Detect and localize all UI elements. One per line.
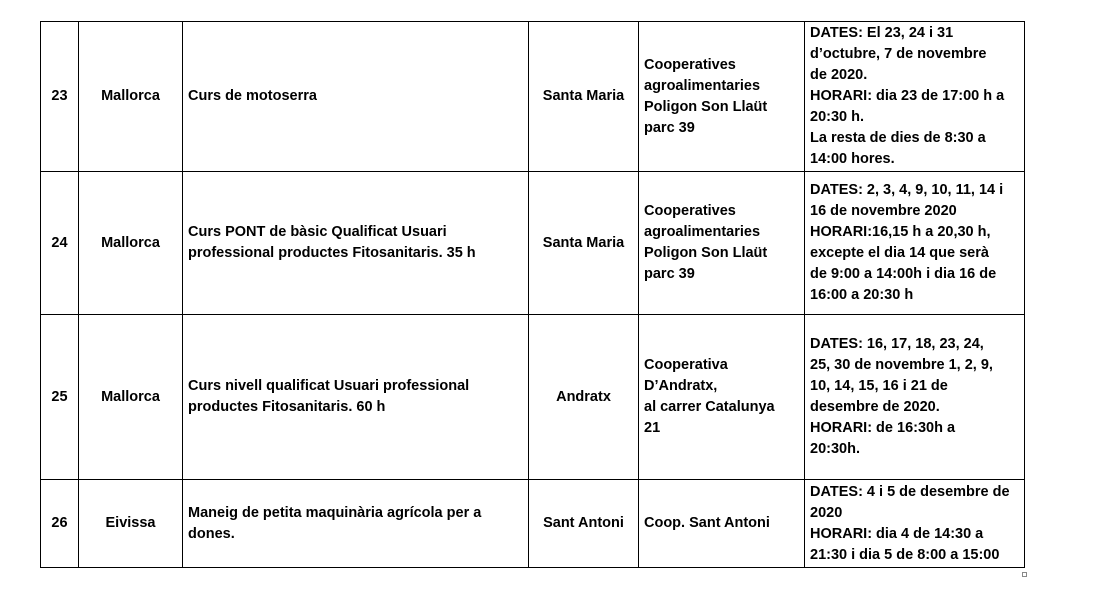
courses-table <box>40 21 1025 568</box>
course-title: Curs de motoserra <box>183 22 529 172</box>
course-title: Maneig de petita maquinària agrícola per a dones. <box>183 480 529 568</box>
course-title: Curs nivell qualificat Usuari professional productes Fitosanitaris. 60 h <box>183 315 529 480</box>
table-row <box>41 480 1025 568</box>
island-cell: Mallorca <box>79 172 183 315</box>
venue-cell: Cooperativa D’Andratx, al carrer Catalunya 21 <box>639 315 805 480</box>
table-row <box>41 172 1025 315</box>
course-number: 26 <box>41 480 79 568</box>
town-cell: Santa Maria <box>529 172 639 315</box>
table-resize-handle[interactable] <box>1022 572 1027 577</box>
town-cell: Santa Maria <box>529 22 639 172</box>
island-cell: Eivissa <box>79 480 183 568</box>
table-row <box>41 22 1025 172</box>
venue-cell: Cooperatives agroalimentaries Poligon Son Llaüt parc 39 <box>639 172 805 315</box>
course-number: 24 <box>41 172 79 315</box>
course-number: 25 <box>41 315 79 480</box>
island-cell: Mallorca <box>79 22 183 172</box>
schedule-cell: DATES: 4 i 5 de desembre de 2020 HORARI: dia 4 de 14:30 a 21:30 i dia 5 de 8:00 a 15:00 <box>805 480 1025 568</box>
course-title: Curs PONT de bàsic Qualificat Usuari professional productes Fitosanitaris. 35 h <box>183 172 529 315</box>
venue-cell: Cooperatives agroalimentaries Poligon Son Llaüt parc 39 <box>639 22 805 172</box>
venue-cell: Coop. Sant Antoni <box>639 480 805 568</box>
table-row <box>41 315 1025 480</box>
schedule-cell: DATES: 16, 17, 18, 23, 24, 25, 30 de novembre 1, 2, 9, 10, 14, 15, 16 i 21 de desembre de 2020. HORARI: de 16:30h a 20:30h. <box>805 315 1025 480</box>
town-cell: Andratx <box>529 315 639 480</box>
island-cell: Mallorca <box>79 315 183 480</box>
course-number: 23 <box>41 22 79 172</box>
town-cell: Sant Antoni <box>529 480 639 568</box>
schedule-cell: DATES: 2, 3, 4, 9, 10, 11, 14 i 16 de novembre 2020 HORARI:16,15 h a 20,30 h, excepte el dia 14 que serà de 9:00 a 14:00h i dia 16 de 16:00 a 20:30 h <box>805 172 1025 315</box>
schedule-cell: DATES: El 23, 24 i 31 d’octubre, 7 de novembre de 2020. HORARI: dia 23 de 17:00 h a 20:30 h. La resta de dies de 8:30 a 14:00 hores. <box>805 22 1025 172</box>
